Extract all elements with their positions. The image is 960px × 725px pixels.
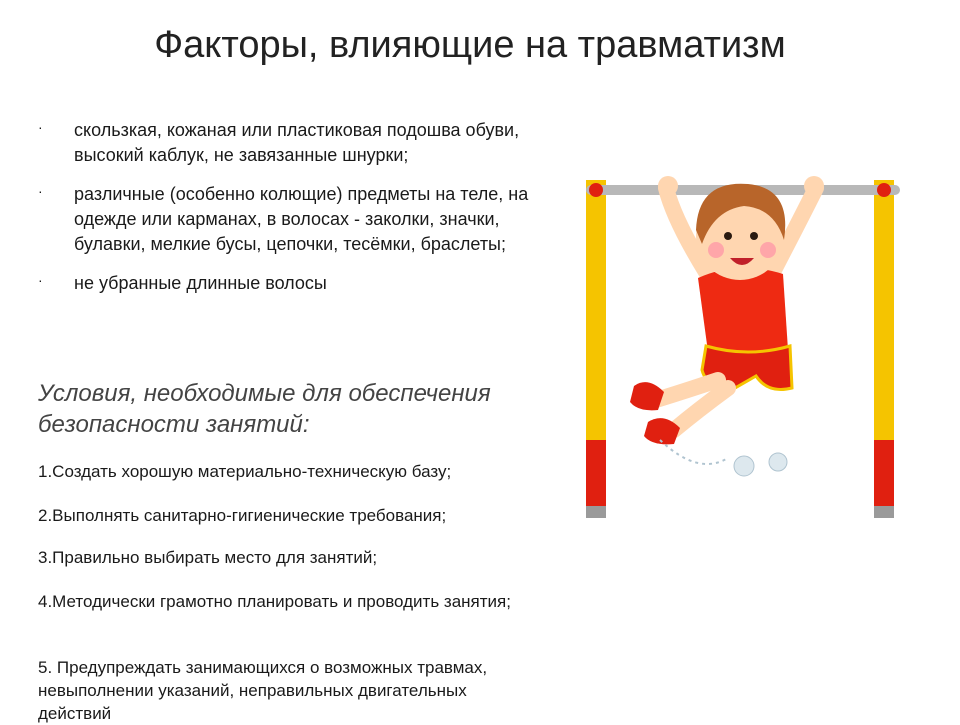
factor-text: не убранные длинные волосы <box>74 273 327 293</box>
factor-text: скользкая, кожаная или пластиковая подошва обуви, высокий каблук, не завязанные шнурки; <box>74 120 520 165</box>
shoe-left <box>630 382 664 410</box>
page-title: Факторы, влияющие на травматизм <box>154 24 786 66</box>
eye-left <box>724 232 732 240</box>
factor-item <box>38 182 548 257</box>
post-upper <box>874 180 894 440</box>
factor-text: различные (особенно колющие) предметы на теле, на одежде или карманах, в волосах - заколки, значки, булавки, мелкие бусы, цепочки, тесёмки, браслеты; <box>74 184 529 254</box>
condition-item: 2.Выполнять санитарно-гигиенические требования; <box>38 506 447 525</box>
left-post <box>586 180 606 518</box>
cheek-left <box>708 242 724 258</box>
factor-item <box>38 271 548 296</box>
bullet-icon: · <box>38 272 43 288</box>
condition-item: 3.Правильно выбирать место для занятий; <box>38 548 378 567</box>
bullet-icon: · <box>38 119 43 135</box>
post-base <box>874 506 894 518</box>
conditions-heading: Условия, необходимые для обеспечения безопасности занятий: <box>38 380 491 438</box>
right-post <box>874 180 894 518</box>
bar-cap-right <box>877 183 891 197</box>
dust-puffs <box>734 453 787 476</box>
condition-item: 1.Создать хорошую материально-техническую базу; <box>38 462 452 481</box>
cheek-right <box>760 242 776 258</box>
bar-cap-left <box>589 183 603 197</box>
post-upper <box>586 180 606 440</box>
factor-list <box>38 118 548 310</box>
right-hand <box>804 176 824 196</box>
condition-item: 4.Методически грамотно планировать и проводить занятия; <box>38 592 511 611</box>
dust-puff <box>734 456 754 476</box>
shirt <box>698 268 788 357</box>
left-hand <box>658 176 678 196</box>
bullet-icon: · <box>38 183 43 199</box>
pullup-illustration <box>578 140 908 530</box>
boy-figure <box>630 176 824 444</box>
dust-puff <box>769 453 787 471</box>
factor-item <box>38 118 548 168</box>
post-base <box>586 506 606 518</box>
post-lower <box>586 440 606 510</box>
post-lower <box>874 440 894 510</box>
condition-item: 5. Предупреждать занимающихся о возможных травмах, невыполнении указаний, неправильных двигательных действий <box>38 658 488 723</box>
eye-right <box>750 232 758 240</box>
